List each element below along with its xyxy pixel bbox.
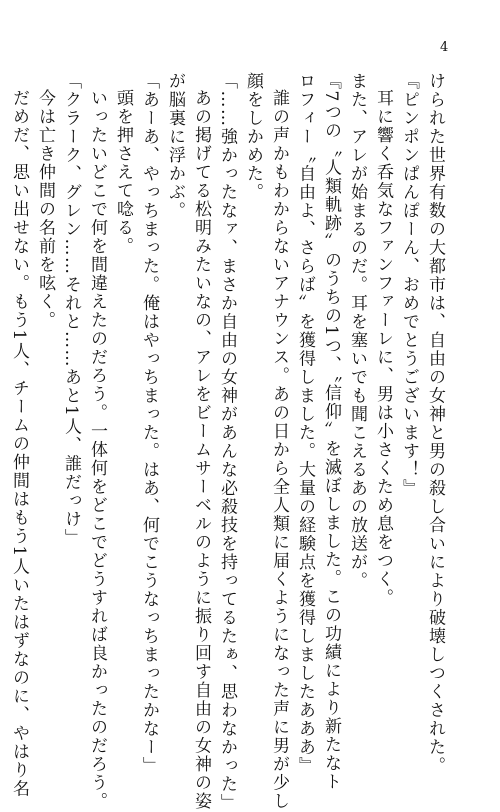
- text-line: ロフィー〝自由よ、さらば〟を獲得しました。大量の経験点を獲得しましたあああ』: [295, 72, 315, 775]
- page-number: 4: [440, 40, 449, 55]
- vertical-text-block: [6, 72, 448, 812]
- text-line: 『ピンポンぱんぽーん、おめでとうございます！』: [399, 72, 419, 498]
- text-line: 「あーあ、やっちまった。俺はやっちまった。はあ、何でこうなっちまったかなー」: [139, 72, 159, 775]
- text-line: 「……強かったなァ、まさか自由の女神があんな必殺技を持ってるたぁ、思わなかった」: [217, 72, 237, 812]
- text-line: 今は亡き仲間の名前を呟く。: [35, 89, 55, 330]
- text-line: 耳に響く呑気なファンファーレに、男は小さくため息をつく。: [373, 89, 393, 607]
- text-line: 誰の声かもわからないアナウンス。あの日から全人類に届くようになった声に男が少し: [269, 89, 289, 811]
- text-line: が脳裏に浮かぶ。: [165, 72, 185, 220]
- text-line: 頭を押さえて唸る。: [113, 89, 133, 256]
- text-line: 「クラーク、グレン……それと……あと1人、誰だっけ」: [61, 72, 81, 547]
- text-line: けられた世界有数の大都市は、自由の女神と男の殺し合いにより破壊しつくされた。: [425, 72, 445, 775]
- text-line: だめだ、思い出せない。もう1人、チームの仲間はもう1人いたはずなのに、やはり名: [9, 89, 29, 799]
- text-line: また、アレが始まるのだ。耳を塞いでも聞こえるあの放送が。: [347, 72, 367, 590]
- text-line: 顔をしかめた。: [243, 72, 263, 202]
- text-line: いったいどこで何を間違えたのだろう。一体何をどこでどうすれば良かったのだろう。: [87, 89, 107, 811]
- text-line: あの掲げてる松明みたいなの、アレをビームサーベルのように振り回す自由の女神の姿: [191, 89, 211, 811]
- text-line: 『7つの〝人類軌跡〟のうちの1つ、〝信仰〟を滅ぼしました。この功績により新たなト: [321, 72, 341, 792]
